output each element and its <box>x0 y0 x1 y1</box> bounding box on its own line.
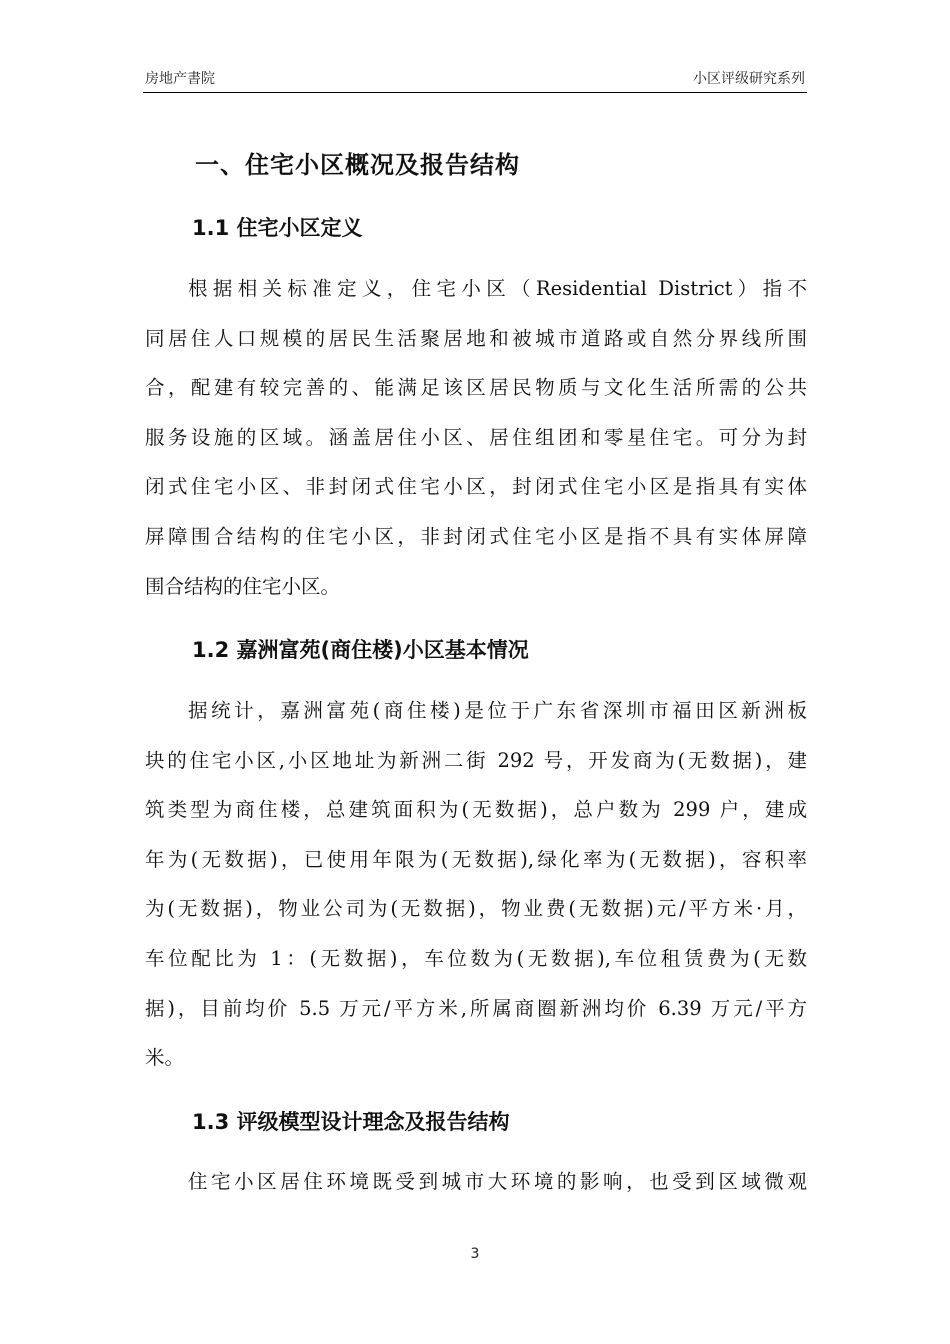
section-title: 一、住宅小区概况及报告结构 <box>195 151 520 179</box>
page-header <box>143 66 807 93</box>
header-publisher: 房地产書院 <box>145 71 215 87</box>
paragraph-line: 屏障围合结构的住宅小区，非封闭式住宅小区是指不具有实体屏障 <box>145 524 807 548</box>
paragraph-line: 合，配建有较完善的、能满足该区居民物质与文化生活所需的公共 <box>145 376 807 400</box>
paragraph-line: 据统计，嘉洲富苑(商住楼)是位于广东省深圳市福田区新洲板 <box>188 699 807 722</box>
paragraph-line: 米。 <box>145 1046 185 1070</box>
paragraph-line: 块的住宅小区,小区地址为新洲二街 292 号，开发商为(无数据)，建 <box>145 748 807 772</box>
paragraph-line: 为(无数据)，物业公司为(无数据)，物业费(无数据)元/平方米·月， <box>145 897 807 921</box>
paragraph-line: 服务设施的区域。涵盖居住小区、居住组团和零星住宅。可分为封 <box>145 425 807 449</box>
heading-1-2: 1.2 嘉洲富苑(商住楼)小区基本情况 <box>192 638 529 662</box>
paragraph-line: 同居住人口规模的居民生活聚居地和被城市道路或自然分界线所围 <box>145 326 807 350</box>
heading-1-1: 1.1 住宅小区定义 <box>192 216 363 240</box>
paragraph-line: 筑类型为商住楼，总建筑面积为(无数据)，总户数为 299 户，建成 <box>145 798 807 822</box>
paragraph-line: 住宅小区居住环境既受到城市大环境的影响，也受到区域微观 <box>188 1170 807 1193</box>
paragraph-line: 围合结构的住宅小区。 <box>145 574 341 598</box>
paragraph-line: 年为(无数据)，已使用年限为(无数据),绿化率为(无数据)，容积率 <box>145 847 807 871</box>
heading-1-3: 1.3 评级模型设计理念及报告结构 <box>192 1110 510 1134</box>
page-number: 3 <box>470 1246 480 1262</box>
paragraph-line: 根据相关标准定义，住宅小区（Residential District）指不 <box>188 277 807 300</box>
paragraph-residential-definition <box>145 272 807 619</box>
header-series: 小区评级研究系列 <box>693 71 805 87</box>
paragraph-community-info <box>145 694 807 1091</box>
paragraph-line: 闭式住宅小区、非封闭式住宅小区，封闭式住宅小区是指具有实体 <box>145 475 807 499</box>
paragraph-rating-model <box>145 1165 807 1215</box>
paragraph-line: 车位配比为 1：(无数据)，车位数为(无数据),车位租赁费为(无数 <box>145 946 807 970</box>
paragraph-line: 据)，目前均价 5.5 万元/平方米,所属商圈新洲均价 6.39 万元/平方 <box>145 996 807 1020</box>
